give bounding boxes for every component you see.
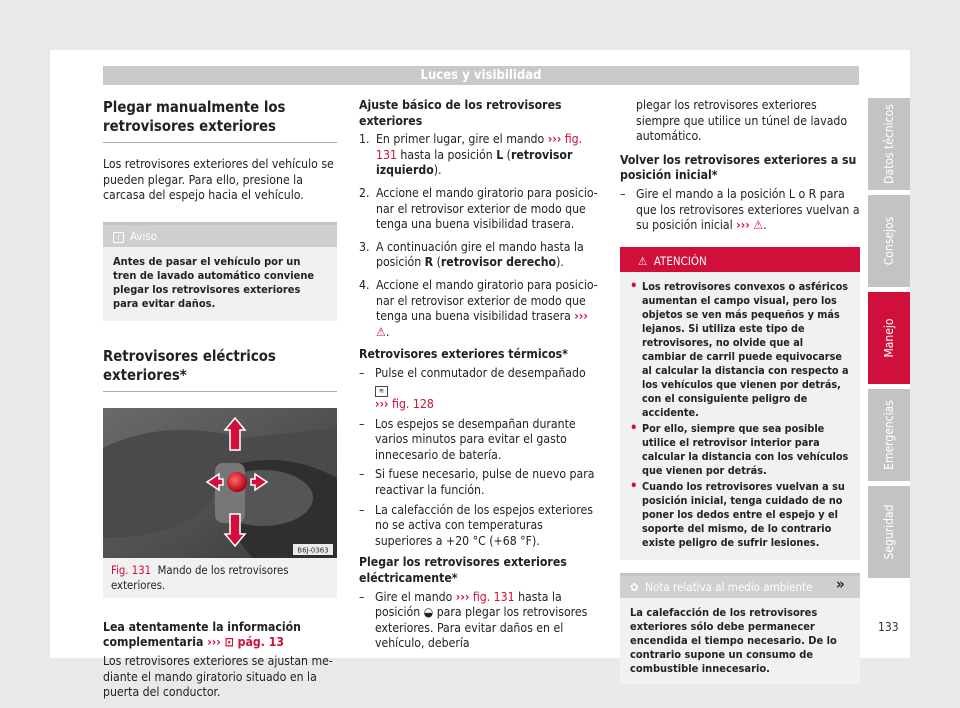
column-1 bbox=[103, 98, 337, 701]
list-item: • Cuando los retrovisores vuelvan a su posición inicial, tenga cuidado de no poner los dedos entre el espejo y el soporte del mismo, de lo contrario existe peligro de sufrir lesiones. bbox=[630, 480, 850, 550]
list-item: • Por ello, siempre que sea posible utilice el retrovisor interior para calcular la distancia con los vehículos que vienen por detrás. bbox=[630, 422, 850, 478]
list-item: – Los espejos se desempañan durante varios minutos para evitar el gasto innecesario de batería. bbox=[359, 417, 599, 464]
list-item: – Gire el mando a la posición L o R para que los retrovisores exteriores vuelvan a su posición inicial ››› ⚠. bbox=[620, 187, 860, 234]
warning-box bbox=[620, 247, 860, 560]
figure-mirror-control bbox=[103, 408, 337, 558]
tab-manejo[interactable]: Manejo bbox=[868, 292, 910, 384]
environment-note-title: ✿ Nota relativa al medio ambiente bbox=[620, 576, 860, 598]
tab-datos-tecnicos[interactable]: Datos técnicos bbox=[868, 98, 910, 190]
info-icon: i bbox=[113, 232, 124, 243]
heading-fold-manual: Plegar manualmente los retrovisores exteriores bbox=[103, 99, 286, 135]
figure-reference-link[interactable]: ››› fig. 131 bbox=[455, 589, 515, 604]
list-item: – Si fuese necesario, pulse de nuevo para reactivar la función. bbox=[359, 467, 599, 498]
list-item: – Gire el mando ››› fig. 131 hasta la posición ◒ para plegar los retrovisores exteriores. Para evitar daños en el vehículo, debería bbox=[359, 590, 599, 652]
tab-emergencias[interactable]: Emergencias bbox=[868, 389, 910, 481]
list-item: – La calefacción de los espejos exteriores no se activa con temperaturas superiores a +20 °C (+68 °F). bbox=[359, 503, 599, 550]
warning-triangle-icon: ⚠ bbox=[638, 253, 648, 268]
list-item: 3. A continuación gire el mando hasta la posición R (retrovisor derecho). bbox=[359, 239, 584, 270]
aviso-text: Antes de pasar el vehículo por un tren de lavado automático conviene plegar los retrovisores exteriores para evitar daños. bbox=[113, 254, 315, 310]
subhead-basic-adjust: Ajuste básico de los retrovisores exteriores bbox=[359, 98, 562, 128]
warning-reference-link[interactable]: ››› ⚠ bbox=[376, 309, 588, 339]
para-control-location: Los retrovisores exteriores se ajustan mediante el mando giratorio situado en la puerta del conductor. bbox=[103, 653, 333, 700]
list-item: 4. Accione el mando giratorio para posicionar el retrovisor exterior de modo que tenga una buena visibilidad trasera ››› ⚠. bbox=[359, 277, 598, 339]
figure-reference-link[interactable]: ››› fig. 131 bbox=[376, 132, 583, 162]
figure-reference-link[interactable]: ››› fig. 128 bbox=[375, 397, 434, 412]
read-first-note: Lea atentamente la información complementaria ››› ⊡ pág. 13 bbox=[103, 619, 301, 650]
subhead-return: Volver los retrovisores exteriores a su posición inicial* bbox=[620, 152, 857, 183]
subhead-electric-fold: Plegar los retrovisores exteriores eléctricamente* bbox=[359, 555, 567, 586]
aviso-box bbox=[103, 222, 337, 321]
para-fold-manual: Los retrovisores exteriores del vehículo se pueden plegar. Para ello, presione la carcasa del espejo hacia el vehículo. bbox=[103, 157, 334, 203]
steps-list bbox=[359, 132, 599, 340]
leaf-icon: ✿ bbox=[630, 579, 639, 594]
environment-note-box bbox=[620, 573, 860, 684]
folded-mirror-icon: ◒ bbox=[423, 605, 434, 620]
list-item: 1. En primer lugar, gire el mando ››› fig. 131 hasta la posición L (retrovisor izquierdo). bbox=[359, 132, 583, 178]
warning-reference-link[interactable]: ››› ⚠ bbox=[736, 218, 764, 233]
figure-code: B6J-0363 bbox=[297, 546, 329, 555]
environment-note-text: La calefacción de los retrovisores exteriores sólo debe permanecer encendida el tiempo necesario. De lo contrario supone un consumo de combustible innecesario. bbox=[630, 605, 837, 675]
figure-caption: Fig. 131 Mando de los retrovisores exteriores. bbox=[103, 558, 337, 598]
divider bbox=[103, 391, 337, 392]
section-header: Luces y visibilidad bbox=[103, 66, 859, 85]
warning-body bbox=[620, 272, 860, 560]
return-list bbox=[620, 187, 860, 234]
list-item: • Los retrovisores convexos o asféricos aumentan el campo visual, pero los objetos se ven más pequeños y más lejanos. Si utiliza este tipo de retrovisores, no olvide que al cambiar de carril puede equivocarse al calcular la distancia con respecto a los vehículos que vienen por detrás, con el consiguiente peligro de accidente. bbox=[630, 280, 850, 420]
defrost-icon: ≋ bbox=[375, 386, 388, 397]
page-number: 133 bbox=[878, 620, 899, 634]
aviso-title: i Aviso bbox=[103, 225, 337, 247]
continue-mark: » bbox=[836, 575, 845, 593]
fold-list bbox=[359, 590, 599, 652]
tab-consejos[interactable]: Consejos bbox=[868, 195, 910, 287]
warning-triangle-icon: ⚠ bbox=[753, 218, 764, 233]
book-icon: ⊡ bbox=[224, 635, 234, 650]
column-3 bbox=[620, 98, 860, 684]
tab-seguridad[interactable]: Seguridad bbox=[868, 486, 910, 578]
column-2 bbox=[359, 98, 599, 656]
list-item: 2. Accione el mando giratorio para posicionar el retrovisor exterior de modo que tenga una buena visibilidad trasera. bbox=[359, 185, 598, 232]
list-item: – Pulse el conmutador de desempañado ≋ ››› fig. 128 bbox=[359, 366, 599, 413]
warning-triangle-icon: ⚠ bbox=[376, 324, 386, 339]
subhead-thermal: Retrovisores exteriores térmicos* bbox=[359, 347, 568, 362]
heading-electric-mirrors: Retrovisores eléctricos exteriores* bbox=[103, 347, 276, 384]
fold-continued-text: plegar los retrovisores exteriores siempre que utilice un túnel de lavado automático. bbox=[636, 98, 848, 144]
warning-title: ⚠ ATENCIÓN bbox=[620, 250, 860, 272]
thermal-list bbox=[359, 366, 599, 550]
mirror-control-illustration bbox=[103, 408, 337, 558]
page-reference-link[interactable]: ››› ⊡ pág. 13 bbox=[207, 635, 284, 650]
divider bbox=[103, 142, 337, 143]
